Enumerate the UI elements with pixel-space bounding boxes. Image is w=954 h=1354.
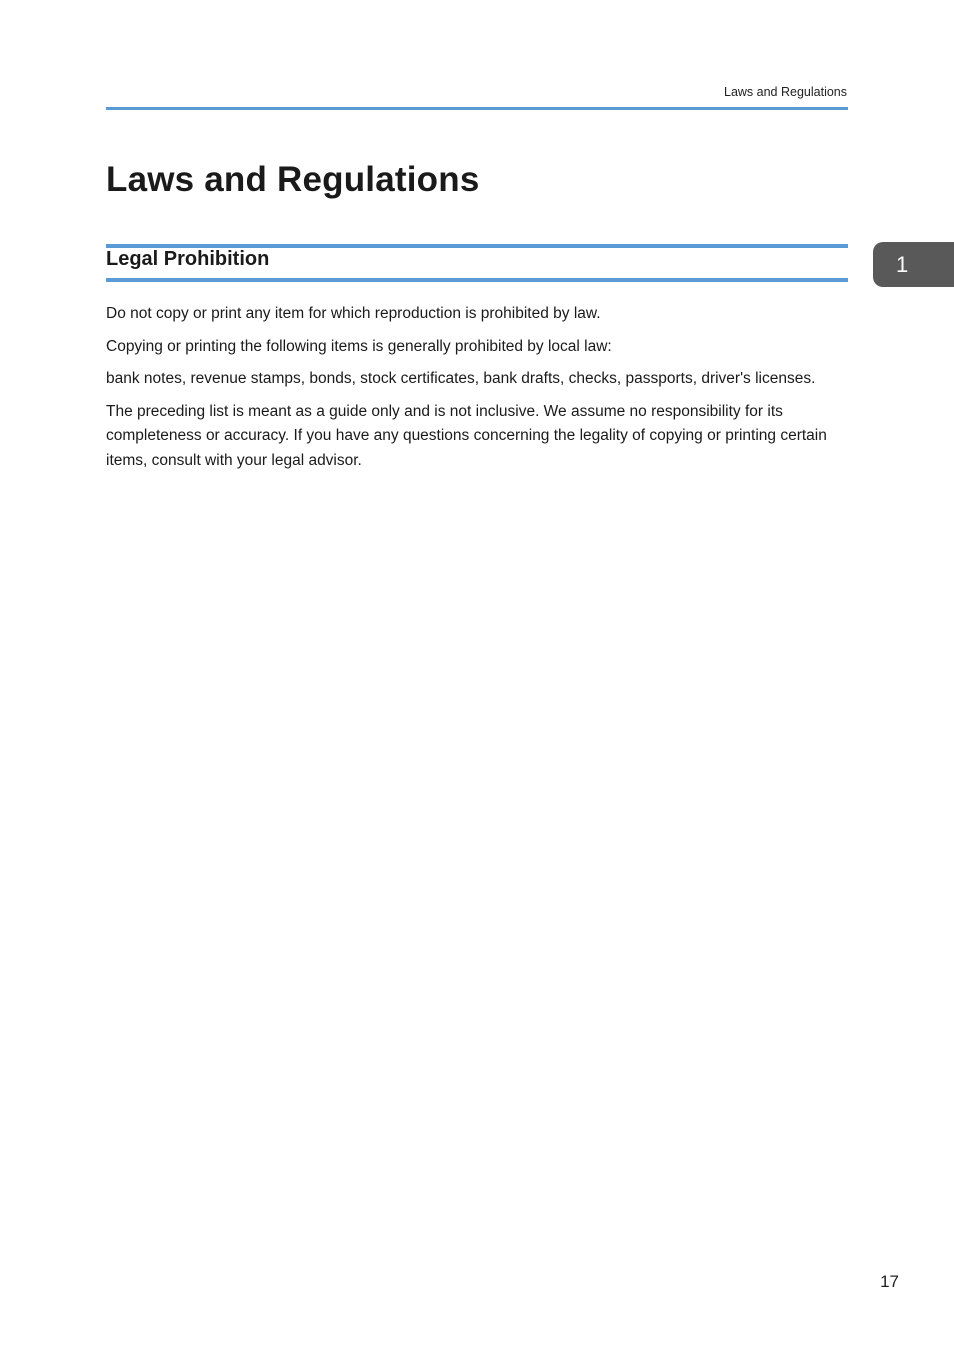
paragraph-disclaimer: The preceding list is meant as a guide only and is not inclusive. We assume no responsibility for its completeness or accuracy. If you have any questions concerning the legality of copying or printing certain items, consult with your legal advisor. bbox=[106, 402, 827, 469]
chapter-tab: 1 bbox=[873, 242, 954, 287]
header-rule bbox=[106, 107, 848, 110]
section-heading: Legal Prohibition bbox=[106, 248, 270, 270]
paragraph-local-law: Copying or printing the following items is generally prohibited by local law: bbox=[106, 337, 612, 355]
paragraph-item-list: bank notes, revenue stamps, bonds, stock certificates, bank drafts, checks, passports, driver's licenses. bbox=[106, 370, 816, 387]
section-body bbox=[106, 302, 846, 481]
running-header: Laws and Regulations bbox=[724, 85, 847, 99]
page-title: Laws and Regulations bbox=[106, 160, 480, 199]
paragraph-prohibition: Do not copy or print any item for which reproduction is prohibited by law. bbox=[106, 305, 601, 322]
section-rule-bottom bbox=[106, 278, 848, 282]
page-number: 17 bbox=[880, 1272, 899, 1291]
